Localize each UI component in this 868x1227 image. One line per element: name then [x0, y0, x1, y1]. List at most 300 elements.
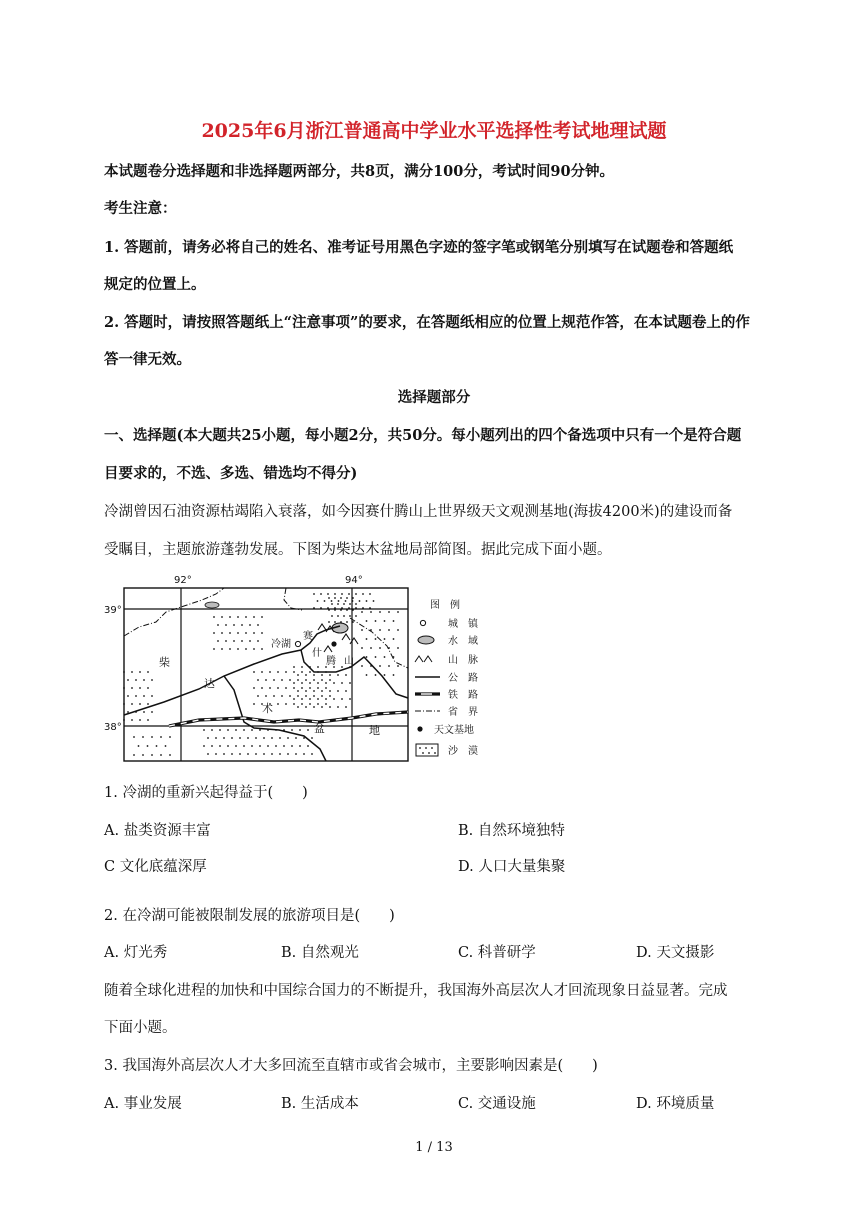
- notice-heading: 考生注意：: [104, 200, 177, 217]
- desert-dot: [279, 753, 281, 755]
- desert-dot: [341, 682, 343, 684]
- desert-dot: [313, 690, 315, 692]
- desert-dot: [301, 698, 303, 700]
- desert-dot: [123, 687, 125, 689]
- desert-dot: [131, 687, 133, 689]
- desert-dot: [373, 600, 375, 602]
- desert-dot: [277, 671, 279, 673]
- desert-dot: [309, 698, 311, 700]
- page-number: 1 / 13: [415, 1140, 453, 1155]
- desert-dot: [388, 665, 390, 667]
- desert-dot: [375, 656, 377, 658]
- desert-dot: [297, 690, 299, 692]
- desert-dot: [355, 615, 357, 617]
- desert-dot: [325, 698, 327, 700]
- desert-dot: [349, 615, 351, 617]
- desert-dot: [362, 593, 364, 595]
- desert-dot: [340, 609, 342, 611]
- desert-dot: [301, 671, 303, 673]
- desert-dot: [359, 600, 361, 602]
- desert-dot: [301, 682, 303, 684]
- desert-dot: [245, 632, 247, 634]
- desert-dot: [217, 640, 219, 642]
- mountain-char-1: 赛: [303, 631, 313, 642]
- desert-dot: [293, 666, 295, 668]
- desert-dot: [289, 679, 291, 681]
- town-lenghu: [295, 641, 300, 646]
- desert-dot: [169, 754, 171, 756]
- lake-small: [205, 602, 219, 608]
- q2-option-c[interactable]: C. 科普研学: [458, 945, 536, 961]
- desert-dot: [388, 611, 390, 613]
- desert-dot: [397, 647, 399, 649]
- desert-dot: [147, 703, 149, 705]
- desert-dot: [321, 679, 323, 681]
- desert-dot: [160, 736, 162, 738]
- desert-dot: [233, 640, 235, 642]
- desert-dot: [355, 607, 357, 609]
- desert-dot: [331, 603, 333, 605]
- desert-dot: [251, 729, 253, 731]
- desert-dot: [305, 706, 307, 708]
- desert-dot: [239, 753, 241, 755]
- desert-dot: [139, 703, 141, 705]
- desert-dot: [393, 674, 395, 676]
- desert-dot: [259, 745, 261, 747]
- desert-dot: [370, 647, 372, 649]
- desert-dot: [341, 666, 343, 668]
- desert-dot: [321, 695, 323, 697]
- desert-dot: [388, 629, 390, 631]
- legend-water: 水 域: [448, 636, 478, 647]
- desert-dot: [305, 674, 307, 676]
- desert-dot: [361, 647, 363, 649]
- desert-dot: [279, 737, 281, 739]
- intro-text: 本试题卷分选择题和非选择题两部分，共8页，满分100分，考试时间90分钟。: [104, 163, 615, 180]
- desert-dot: [343, 603, 345, 605]
- passage1-line1: 冷湖曾因石油资源枯竭陷入衰落，如今因赛什腾山上世界级天文观测基地(海拔4200米)的建设而备: [104, 504, 733, 520]
- desert-dot: [352, 597, 354, 599]
- desert-dot: [249, 640, 251, 642]
- desert-dot: [343, 615, 345, 617]
- desert-dot: [341, 698, 343, 700]
- desert-dot: [346, 597, 348, 599]
- desert-dot: [325, 703, 327, 705]
- desert-dot: [219, 745, 221, 747]
- desert-dot: [261, 671, 263, 673]
- desert-dot: [317, 600, 319, 602]
- desert-dot: [293, 682, 295, 684]
- desert-dot: [253, 632, 255, 634]
- desert-dot: [123, 703, 125, 705]
- section-title: 选择题部分: [397, 389, 471, 406]
- desert-dot: [275, 745, 277, 747]
- desert-dot: [135, 679, 137, 681]
- desert-dot: [352, 621, 354, 623]
- desert-dot: [334, 621, 336, 623]
- province-border-north: [284, 588, 302, 610]
- desert-dot: [287, 753, 289, 755]
- desert-dot: [333, 698, 335, 700]
- desert-dot: [213, 632, 215, 634]
- desert-dot: [243, 729, 245, 731]
- desert-dot: [271, 753, 273, 755]
- q1-option-b[interactable]: B. 自然环境独特: [458, 823, 565, 839]
- desert-dot: [142, 754, 144, 756]
- desert-dot: [235, 745, 237, 747]
- desert-dot: [293, 687, 295, 689]
- desert-dot: [334, 597, 336, 599]
- desert-dot: [313, 706, 315, 708]
- desert-dot: [328, 597, 330, 599]
- desert-dot: [303, 753, 305, 755]
- q2-option-d[interactable]: D. 天文摄影: [636, 945, 715, 961]
- q2-option-a[interactable]: A. 灯光秀: [104, 945, 168, 961]
- desert-dot: [355, 593, 357, 595]
- desert-dot: [221, 648, 223, 650]
- desert-dot: [261, 632, 263, 634]
- basin-char-5: 地: [369, 724, 380, 737]
- desert-dot: [317, 666, 319, 668]
- desert-dot: [334, 609, 336, 611]
- desert-dot: [241, 624, 243, 626]
- desert-dot: [269, 671, 271, 673]
- desert-dot: [229, 632, 231, 634]
- basin-char-3: 木: [262, 702, 273, 715]
- desert-dot: [151, 736, 153, 738]
- desert-dot: [337, 690, 339, 692]
- desert-dot: [329, 690, 331, 692]
- notice-2-line2: 答一律无效。: [104, 351, 191, 368]
- desert-dot: [349, 698, 351, 700]
- desert-dot: [337, 615, 339, 617]
- desert-dot: [217, 624, 219, 626]
- desert-dot: [301, 666, 303, 668]
- map-svg: [104, 572, 494, 767]
- desert-dot: [297, 695, 299, 697]
- q1-option-a[interactable]: A. 盐类资源丰富: [104, 823, 211, 839]
- desert-dot: [267, 745, 269, 747]
- desert-dot: [263, 737, 265, 739]
- desert-dot: [142, 736, 144, 738]
- desert-dot: [257, 640, 259, 642]
- desert-dot: [151, 754, 153, 756]
- desert-dot: [229, 616, 231, 618]
- desert-dot: [207, 737, 209, 739]
- desert-dot: [247, 753, 249, 755]
- desert-dot: [257, 695, 259, 697]
- desert-dot: [328, 609, 330, 611]
- desert-dot: [123, 719, 125, 721]
- passage2-line2: 下面小题。: [104, 1020, 177, 1036]
- place-lenghu: 冷湖: [271, 639, 291, 650]
- desert-dot: [321, 674, 323, 676]
- desert-dot: [337, 706, 339, 708]
- desert-dot: [271, 737, 273, 739]
- notice-1-line1: 1. 答题前，请务必将自己的姓名、准考证号用黑色字迹的签字笔或钢笔分别填写在试题卷和答题纸: [104, 239, 734, 256]
- desert-dot: [369, 593, 371, 595]
- map-frame: [124, 588, 408, 761]
- desert-dot: [397, 611, 399, 613]
- desert-dot: [295, 753, 297, 755]
- q2-option-b[interactable]: B. 自然观光: [281, 945, 359, 961]
- desert-dot: [295, 737, 297, 739]
- desert-dot: [261, 648, 263, 650]
- desert-dot: [243, 745, 245, 747]
- desert-dot: [370, 611, 372, 613]
- part1-line1: 一、选择题(本大题共25小题，每小题2分，共50分。每小题列出的四个备选项中只有一个是符合题: [104, 427, 742, 444]
- desert-dot: [301, 687, 303, 689]
- desert-dot: [291, 729, 293, 731]
- desert-dot: [249, 624, 251, 626]
- desert-dot: [241, 640, 243, 642]
- desert-dot: [305, 679, 307, 681]
- desert-dot: [345, 706, 347, 708]
- desert-dot: [375, 674, 377, 676]
- desert-dot: [313, 695, 315, 697]
- desert-dot: [313, 679, 315, 681]
- desert-dot: [259, 729, 261, 731]
- desert-dot: [366, 600, 368, 602]
- desert-dot: [156, 745, 158, 747]
- desert-dot: [285, 671, 287, 673]
- desert-dot: [253, 703, 255, 705]
- desert-dot: [239, 737, 241, 739]
- desert-dot: [333, 682, 335, 684]
- desert-dot: [338, 600, 340, 602]
- desert-dot: [348, 593, 350, 595]
- desert-dot: [227, 745, 229, 747]
- desert-areas: [123, 593, 399, 756]
- desert-dot: [225, 640, 227, 642]
- desert-dot: [285, 703, 287, 705]
- desert-dot: [334, 607, 336, 609]
- desert-dot: [255, 753, 257, 755]
- desert-dot: [369, 607, 371, 609]
- desert-dot: [147, 745, 149, 747]
- desert-dot: [169, 736, 171, 738]
- desert-dot: [321, 706, 323, 708]
- desert-dot: [203, 729, 205, 731]
- desert-dot: [340, 597, 342, 599]
- desert-dot: [352, 609, 354, 611]
- desert-dot: [289, 695, 291, 697]
- desert-dot: [345, 600, 347, 602]
- desert-dot: [283, 745, 285, 747]
- notice-2-line1: 2. 答题时，请按照答题纸上“注意事项”的要求，在答题纸相应的位置上规范作答，在本试题卷上的作: [104, 314, 750, 331]
- desert-dot: [231, 753, 233, 755]
- lat-label-38: 38°: [104, 722, 122, 733]
- q3-option-a[interactable]: A. 事业发展: [104, 1096, 182, 1112]
- desert-dot: [151, 711, 153, 713]
- desert-dot: [397, 665, 399, 667]
- lat-label-39: 39°: [104, 605, 122, 616]
- desert-dot: [341, 593, 343, 595]
- desert-dot: [207, 753, 209, 755]
- desert-dot: [297, 706, 299, 708]
- desert-dot: [379, 629, 381, 631]
- mountain-char-4: 山: [344, 656, 354, 667]
- desert-dot: [143, 679, 145, 681]
- desert-dot: [317, 682, 319, 684]
- desert-dot: [355, 603, 357, 605]
- desert-dot: [379, 647, 381, 649]
- desert-dot: [277, 687, 279, 689]
- desert-dot: [211, 729, 213, 731]
- desert-dot: [379, 611, 381, 613]
- desert-dot: [379, 665, 381, 667]
- desert-dot: [133, 736, 135, 738]
- basin-char-1: 柴: [159, 656, 170, 669]
- desert-dot: [320, 593, 322, 595]
- mountain-char-3: 腾: [326, 656, 336, 667]
- desert-dot: [366, 656, 368, 658]
- desert-dot: [388, 647, 390, 649]
- desert-dot: [321, 690, 323, 692]
- legend-title: 图 例: [430, 600, 460, 611]
- desert-dot: [131, 703, 133, 705]
- desert-dot: [139, 719, 141, 721]
- desert-dot: [127, 679, 129, 681]
- lon-label-94: 94°: [345, 575, 363, 586]
- desert-dot: [366, 638, 368, 640]
- desert-dot: [160, 754, 162, 756]
- map-legend: [415, 598, 479, 757]
- desert-dot: [257, 624, 259, 626]
- desert-dot: [393, 638, 395, 640]
- desert-dot: [133, 754, 135, 756]
- desert-dot: [345, 674, 347, 676]
- desert-dot: [138, 745, 140, 747]
- desert-dot: [127, 695, 129, 697]
- desert-dot: [348, 607, 350, 609]
- desert-dot: [143, 711, 145, 713]
- desert-dot: [237, 648, 239, 650]
- desert-dot: [293, 698, 295, 700]
- desert-dot: [305, 690, 307, 692]
- desert-dot: [127, 711, 129, 713]
- desert-dot: [361, 665, 363, 667]
- desert-dot: [235, 729, 237, 731]
- desert-dot: [320, 607, 322, 609]
- q3-option-c[interactable]: C. 交通设施: [458, 1096, 536, 1112]
- lon-label-92: 92°: [174, 575, 192, 586]
- desert-dot: [328, 621, 330, 623]
- q3-option-d[interactable]: D. 环境质量: [636, 1096, 715, 1112]
- desert-dot: [307, 729, 309, 731]
- desert-dot: [291, 745, 293, 747]
- desert-dot: [253, 687, 255, 689]
- document-title: 2025年6月浙江普通高中学业水平选择性考试地理试题: [201, 120, 667, 142]
- desert-dot: [231, 737, 233, 739]
- desert-dot: [277, 703, 279, 705]
- desert-dot: [273, 679, 275, 681]
- desert-dot: [253, 648, 255, 650]
- desert-dot: [269, 687, 271, 689]
- legend-border: 省 界: [448, 707, 478, 718]
- desert-dot: [331, 615, 333, 617]
- desert-dot: [281, 695, 283, 697]
- q3-option-b[interactable]: B. 生活成本: [281, 1096, 359, 1112]
- desert-dot: [327, 593, 329, 595]
- legend-road: 公 路: [448, 673, 478, 684]
- desert-dot: [245, 616, 247, 618]
- desert-dot: [345, 690, 347, 692]
- desert-dot: [337, 674, 339, 676]
- mountain-char-2: 什: [312, 648, 322, 659]
- desert-dot: [237, 632, 239, 634]
- desert-dot: [131, 719, 133, 721]
- q1-option-d[interactable]: D. 人口大量集聚: [458, 859, 566, 875]
- desert-dot: [131, 671, 133, 673]
- desert-dot: [311, 737, 313, 739]
- desert-dot: [221, 632, 223, 634]
- legend-town: 城 镇: [448, 619, 478, 630]
- desert-dot: [393, 620, 395, 622]
- desert-dot: [370, 629, 372, 631]
- desert-dot: [313, 607, 315, 609]
- desert-dot: [261, 616, 263, 618]
- desert-dot: [139, 671, 141, 673]
- desert-dot: [297, 679, 299, 681]
- desert-dot: [361, 629, 363, 631]
- desert-dot: [281, 679, 283, 681]
- question-1: 1. 冷湖的重新兴起得益于( ): [104, 785, 308, 801]
- desert-dot: [334, 593, 336, 595]
- desert-dot: [307, 745, 309, 747]
- desert-dot: [203, 745, 205, 747]
- desert-dot: [263, 753, 265, 755]
- desert-dot: [325, 687, 327, 689]
- desert-dot: [384, 656, 386, 658]
- desert-dot: [384, 638, 386, 640]
- desert-dot: [375, 638, 377, 640]
- desert-dot: [346, 621, 348, 623]
- desert-dot: [237, 616, 239, 618]
- desert-dot: [151, 679, 153, 681]
- desert-dot: [233, 624, 235, 626]
- desert-dot: [253, 671, 255, 673]
- desert-dot: [287, 737, 289, 739]
- basin-char-4: 盆: [314, 722, 325, 735]
- legend-desert: 沙 漠: [448, 746, 478, 757]
- notice-1-line2: 规定的位置上。: [104, 276, 206, 293]
- desert-dot: [297, 674, 299, 676]
- desert-dot: [245, 648, 247, 650]
- basin-char-2: 达: [204, 677, 215, 690]
- desert-dot: [317, 698, 319, 700]
- desert-dot: [227, 729, 229, 731]
- desert-dot: [327, 607, 329, 609]
- desert-dot: [253, 616, 255, 618]
- desert-dot: [213, 648, 215, 650]
- legend-astro-base: 天文基地: [434, 725, 474, 736]
- desert-dot: [352, 600, 354, 602]
- desert-dot: [213, 616, 215, 618]
- q1-option-c[interactable]: C 文化底蕴深厚: [104, 859, 207, 875]
- desert-dot: [325, 682, 327, 684]
- desert-dot: [299, 729, 301, 731]
- desert-dot: [143, 695, 145, 697]
- desert-dot: [229, 648, 231, 650]
- desert-dot: [301, 703, 303, 705]
- desert-dot: [251, 745, 253, 747]
- desert-dot: [349, 603, 351, 605]
- passage2-line1: 随着全球化进程的加快和中国综合国力的不断提升，我国海外高层次人才回流现象日益显著。完成: [104, 983, 728, 999]
- desert-dot: [165, 745, 167, 747]
- question-3: 3. 我国海外高层次人才大多回流至直辖市或省会城市，主要影响因素是( ): [104, 1058, 598, 1074]
- desert-dot: [346, 609, 348, 611]
